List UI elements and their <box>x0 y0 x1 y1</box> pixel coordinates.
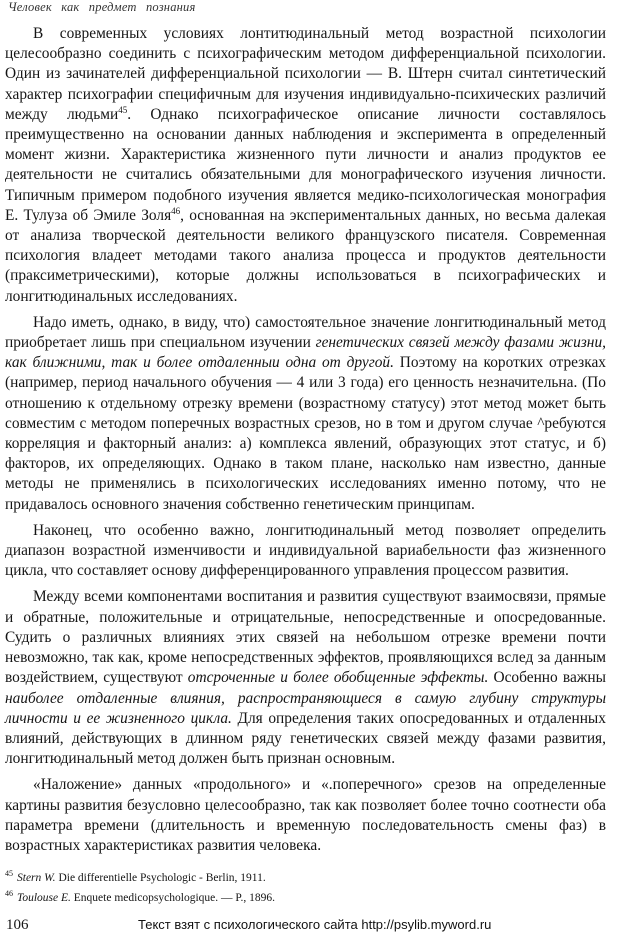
paragraph <box>5 587 606 769</box>
footnote-text: Die differentielle Psychologic - Berlin, 1911. <box>58 871 266 884</box>
text-run: , основанная на экспериментальных данных, но весьма далекая от анализа творческой деятельности великого французского писателя. Современная психология владеет методами такого анализа процесса и продуктов деятельности (праксиметрическими), которые должны использоваться в психографических и лонгитюдинальных исследованиях. <box>5 206 606 305</box>
footnote-number: 46 <box>5 888 13 898</box>
italic-text: отсроченные и более обобщенные эффекты. <box>187 669 489 687</box>
text-run: В современных условиях лонтитюдинальный метод возрастной психологии целесообразно соединить с психографическим методом дифференциальной психологии. Один из зачинателей дифференциальной психологии — В. Штерн считал синтетический характер психографии специфичным для изучения индивидуально-психических различий между людьми <box>5 25 606 123</box>
main-text <box>5 24 606 862</box>
text-run: Надо иметь, однако, в виду, что) самостоятельное значение лонгитюдинальный метод приобретает лишь при специальном изучении <box>5 313 606 352</box>
paragraph <box>5 313 606 515</box>
source-attribution: Текст взят с психологического сайта http://psylib.myword.ru <box>138 917 492 932</box>
text-run: Для определения таких опосредованных и отдаленных влияний, действующих в длинном ряду генетических связей между фазами развития, лонгитюдинальный метод должен быть признан основным. <box>5 709 606 768</box>
paragraph <box>5 775 606 856</box>
text-run: . Однако психографическое описание личности составлялось преимущественно на основании данных наблюдения и эксперимента в определенный момент жизни. Характеристика жизненного пути личности и анализ продуктов ее деятельности не считались обязательными для монографического изучения личности. Типичным примером подобного изучения является медико-психологическая монография Е. Тулуза об Эмиле Золя <box>5 105 606 224</box>
footnotes <box>5 866 605 906</box>
paragraph <box>5 24 606 307</box>
text-run: Поэтому на коротких отрезках (например, период начального обучения — 4 или 3 года) его ценность незначительна. (По отношению к отдельному отрезку времени (возрастному статусу) этот метод может быть совместим с методом поперечных возрастных срезов, но в том и другом случае ^ребуются корреляция и факторный анализ: а) комплекса явлений, образующих этот статус, и б) факторов, их определяющих. Однако в таком плане, насколько нам известно, данные методы не применялись в психологических исследованиях именно потому, что не придавалось основного значения собственно генетическим принципам. <box>5 354 607 513</box>
footnote-ref: 45 <box>118 104 128 115</box>
text-run: Между всеми компонентами воспитания и развития существуют взаимосвязи, прямые и обратные, положительные и отрицательные, непосредственные и опосредованные. Судить о различных влияниях этих связей на небольшом отрезке времени почти невозможно, так как, кроме непосредственных эффектов, проявляющихся вслед за данным воздействием, существуют <box>5 588 606 687</box>
text-run: «Наложение» данных «продольного» и «.поперечного» срезов на определенные картины развития безусловно целесообразно, так как позволяет более точно соотнести оба параметра времени (длительность и временную последовательность смены фаз) в возрастных характеристиках развития человека. <box>5 776 606 854</box>
italic-text: наиболее отдаленные влияния, распространяющиеся в самую глубину структуры личности и ее жизненного цикла. <box>5 689 606 727</box>
page-number: 106 <box>6 917 29 933</box>
footnote <box>5 866 605 886</box>
footnote-author: Stern W. <box>17 871 56 884</box>
text-run: Особенно важны <box>488 669 607 687</box>
italic-text: генетических связей между фазами жизни, как ближними, так и более отдаленныи одна от другой. <box>5 334 606 372</box>
paragraph <box>5 521 606 582</box>
footnote-text: Enquete medicopsychologique. — P., 1896. <box>73 891 275 904</box>
footnote <box>5 886 605 906</box>
footnote-author: Toulouse E. <box>17 891 71 904</box>
text-run: Наконец, что особенно важно, лонгитюдинальный метод позволяет определить диапазон возрастной изменчивости и индивидуальной вариабельности фаз жизненного цикла, что составляет основу дифференцированного управления процессом развития. <box>5 521 606 580</box>
footnote-ref: 46 <box>171 205 181 216</box>
footnote-number: 45 <box>5 869 13 878</box>
running-header: Человек как предмет познания <box>8 0 196 14</box>
